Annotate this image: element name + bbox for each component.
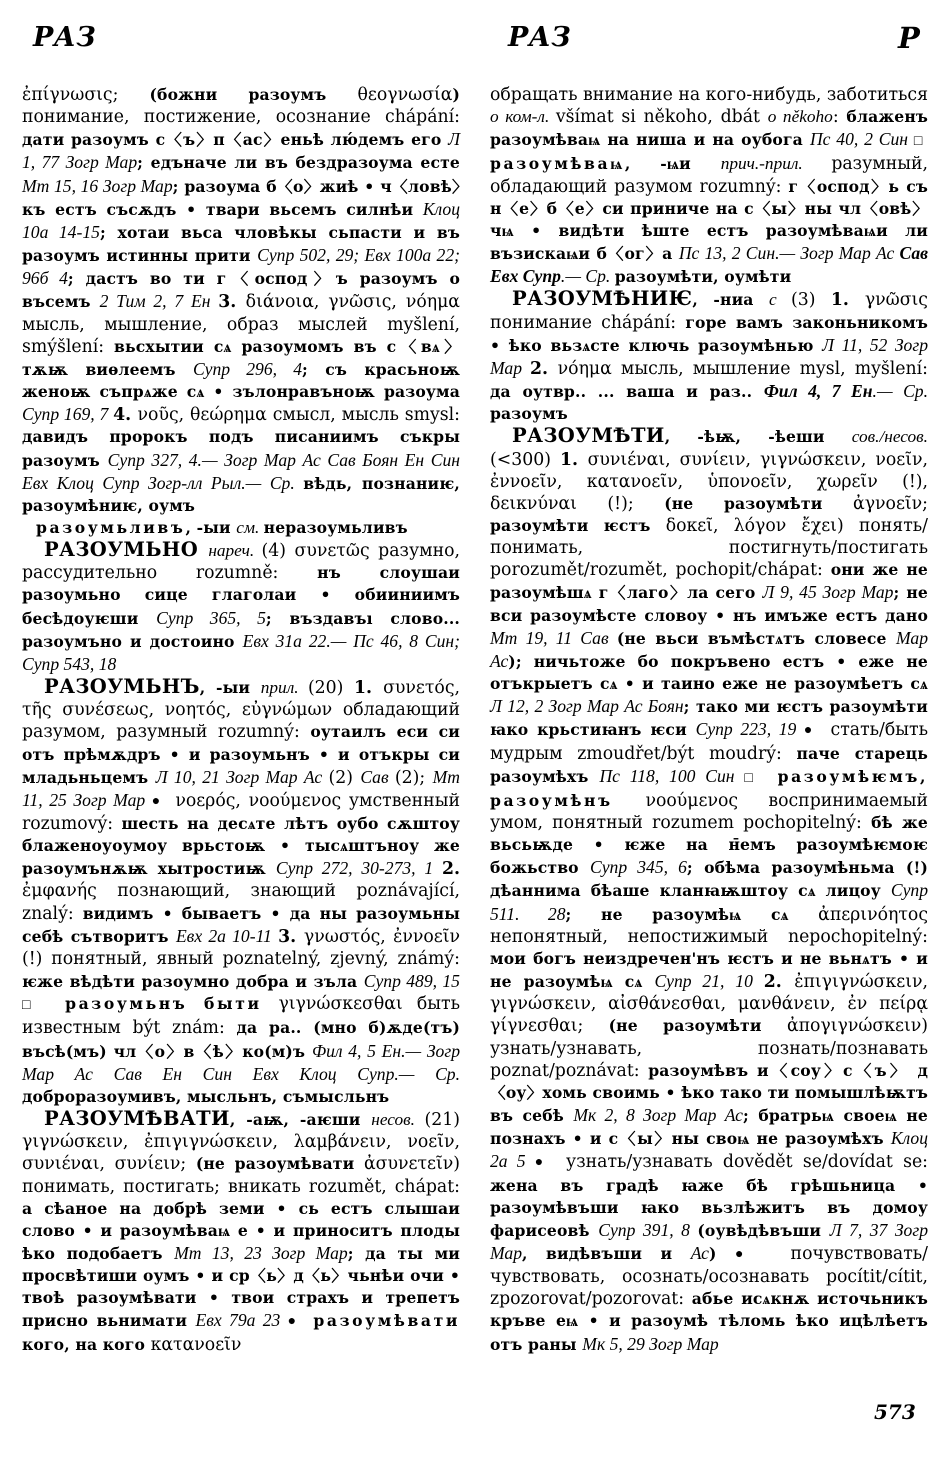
source-reference: Мт 15, 16 Зогр Мар	[22, 175, 173, 196]
source-reference: Супр 365, 5	[156, 607, 266, 628]
ocs-citation: ; обѣма разоумѣньма (!) дѣаннима бѣаше кланꙗѭштоу сѧ лицоу	[490, 858, 928, 901]
running-head-left: РАЗ	[33, 22, 97, 53]
greek-equivalent: συνετός, τῆς συνέσεως, νοητός, εὐγνώμων	[22, 678, 460, 721]
greek-equivalent: ἐπιγιγνώσκειν, γιγνώσκειν, αἰσθάνεσθαι, μανθάνειν, ἐν πείρᾳ γίγνεσθαι;	[490, 972, 928, 1037]
source-reference: Пс 13, 2 Син.— Зогр Мар Ас	[678, 243, 900, 264]
greek-equivalent: διάνοια, γνῶσις, νόημα	[245, 292, 460, 313]
ocs-citation: оутаилъ еси си отъ прѣмѫдръ • и разоумьнъ • и отъкры си младьньцемъ	[22, 722, 460, 787]
ocs-citation: , -аѭ, -аѥши	[229, 1110, 372, 1130]
source-reference: Клоц 2а 5	[490, 1128, 928, 1172]
source-reference: Фил 4, 5 Ен.— Зогр Мар Ас Сав Ен Син Евх Клоц Супр.— Ср.	[22, 1040, 461, 1084]
ocs-citation: , -ѣѭ, -ѣеши	[664, 427, 852, 447]
entry-text: (<300)	[490, 449, 560, 470]
greek-equivalent: νοερός, νοούμενος	[175, 790, 349, 811]
filled-circle-icon	[152, 791, 169, 810]
headword: РАЗОУМЬНО	[44, 538, 209, 562]
open-square-icon	[914, 130, 928, 149]
headword: РАЗОУМѢВАТИ	[44, 1107, 230, 1131]
ocs-citation: да ра.. (мно б)ѫде(тъ) въсѣ(мъ) чл〈о〉в〈ѣ〉ко(м)ъ	[22, 1018, 460, 1061]
filled-circle-icon	[735, 1244, 773, 1263]
headword: РАЗОУМЬНЪ	[44, 675, 200, 699]
greek-equivalent: νοῦς, θεώρημα	[137, 405, 273, 426]
ocs-citation: ; не разоумѣѩ сѧ	[565, 904, 819, 924]
ocs-citation: (не разоумѣвати	[195, 1154, 365, 1174]
grammar-abbr: см.	[236, 517, 264, 537]
greek-equivalent: νόημα	[557, 358, 621, 379]
ocs-citation: жена въ градѣ ꙗже бѣ грѣшьница • разоумѣвъши ꙗко вьзлѣжитъ въ домоу фарисеовѣ	[490, 1175, 928, 1240]
ocs-citation: ; въздавъı слово... разоумъно и достоино	[22, 608, 461, 651]
ocs-citation: (божни разоумъ	[149, 85, 358, 104]
source-reference: 2 Тим 2, 7 Ен	[99, 291, 219, 312]
ocs-citation: кого, на кого	[22, 1334, 151, 1354]
sub-headword: разоумьнъ быти	[65, 994, 279, 1014]
ocs-citation: а сѣаное на добрѣ земи • сь естъ слышаи слово • и разоумѣваѩ е • и приноситъ плоды ѣко подобаетъ	[22, 1198, 460, 1263]
open-square-icon	[22, 994, 52, 1013]
source-reference: Сав	[360, 766, 395, 787]
sense-number: 3.	[218, 292, 246, 313]
ocs-citation: видимъ • бываетъ • да ны разоумьны себѣ сътворитъ	[22, 903, 460, 946]
source-reference: Супр 272, 30-273, 1	[275, 858, 442, 879]
source-reference: Мт 11, 25 Зогр Мар	[22, 766, 460, 810]
entry-razoumevati-continued	[490, 84, 928, 288]
ocs-citation: блаженъ разоумѣваѩ на ниша и на оубога	[490, 107, 928, 150]
gloss-text: понимание, постижение, осознание chápání:	[22, 107, 460, 128]
ocs-citation: (не вьси въмѣстѧтъ словесе	[616, 628, 896, 648]
ocs-citation: (не разоумѣти	[608, 1016, 787, 1036]
greek-equivalent: γιγνώσκειν, ἐπιγιγνώσκειν, λαμβάνειν, νοεῖν, συνιέναι, συνίειν;	[22, 1132, 460, 1175]
grammar-abbr: прил.	[260, 678, 308, 698]
ocs-citation: дати разоумъ с〈ъ〉п〈ас〉еньѣ лю́демъ его	[22, 130, 449, 150]
gloss-text: смысл, мысль smysl:	[272, 405, 461, 426]
grammar-abbr: несов.	[371, 1110, 425, 1130]
ocs-citation: , -ыи	[199, 678, 261, 698]
gloss-text: воспринимаемый умом, понятный rozumem pochopitelný:	[490, 790, 928, 833]
source-reference: Супр 223, 19	[695, 719, 804, 740]
ocs-citation: ; да ты ми просвѣтиши оумъ • и ср〈ь〉д〈ь〉чьнѣи очи • твоѣ разоумѣвати • твои страхъ и трепетъ присно вьнимати	[22, 1243, 460, 1331]
ocs-citation: давидъ пророкъ подъ писаниимъ съкры разоумъ	[22, 427, 460, 470]
gloss-text: разумно, рассудительно rozumně:	[22, 541, 460, 584]
entry-razoumlliv	[22, 517, 460, 539]
headword: РАЗОУМѢТИ	[512, 424, 665, 448]
source-reference: Супр 345, 6	[590, 857, 687, 878]
source-reference: Мк 2, 8 Зогр Мар Ас	[573, 1105, 743, 1126]
greek-equivalent: ἀπογιγνώσκειν	[786, 1016, 922, 1037]
gloss-text: познающий, знающий poznávající, znalý:	[22, 881, 461, 924]
grammar-abbr: o někoho	[767, 107, 833, 127]
greek-equivalent: γνῶσις	[864, 290, 928, 311]
entry-text: (!),	[902, 471, 928, 492]
entry-razoum-continued	[22, 84, 460, 517]
source-reference: Л 12, 2 Зогр Мар Ас Боян	[490, 696, 684, 717]
sense-number: 2.	[763, 972, 795, 993]
entry-razoumevati	[22, 1108, 460, 1356]
ocs-citation: ; не вси разоумѣсте словоу • нъ имъже естъ дано	[490, 583, 928, 625]
sense-number: 4.	[113, 405, 138, 426]
sense-number: 1.	[353, 678, 384, 699]
grammar-abbr: сов./несов.	[851, 427, 928, 447]
filled-circle-icon	[804, 720, 823, 739]
gloss-text: быть известным být znám:	[22, 994, 460, 1039]
gloss-text: непонятный, непостижимый nepochopitelný:	[490, 926, 928, 947]
column-left	[22, 84, 460, 1356]
source-reference: Л 10, 21 Зогр Мар Ас	[155, 766, 329, 787]
source-reference: Супр 489, 15	[363, 971, 460, 992]
sense-number: 1.	[830, 290, 865, 311]
gloss-text: понимание chápání:	[490, 312, 686, 333]
ocs-citation: доброразоумивъ, мысльнъ, съмысльнъ	[22, 1086, 390, 1106]
source-reference: Мк 5, 29 Зогр Мар	[582, 1333, 719, 1354]
open-square-icon	[744, 767, 768, 786]
source-reference: Ас	[690, 1242, 709, 1263]
source-reference: Супр 296, 4	[192, 358, 303, 379]
ocs-citation: )	[452, 85, 460, 104]
ocs-citation: вьсхытии сѧ разоумомъ въ с〈вѧ〉тѫѭ виѳлеемъ	[22, 336, 460, 379]
source-reference: Супр 21, 10	[654, 971, 764, 992]
source-reference: Супр 502, 29; Евх 100а 22; 96б 4	[22, 245, 460, 289]
entry-text: (4)	[261, 541, 295, 562]
gloss-text: почувствовать/чувствовать, осознать/осознавать pocítit/cítit, zpozorovat/pozorovat:	[490, 1243, 928, 1310]
running-head-center: РАЗ	[508, 22, 572, 53]
source-reference: Мт 13, 23 Зогр Мар	[174, 1242, 348, 1263]
entry-razoumenije	[490, 288, 928, 425]
entry-razoumno	[22, 539, 460, 676]
ocs-citation: ; съ красьноѭ женоѭ съпрѧже сѧ • зълонравъноѭ разоума	[22, 359, 460, 402]
headword: РАЗОУМѢНИѤ	[512, 287, 693, 311]
grammar-abbr: нареч.	[208, 541, 262, 561]
filled-circle-icon	[288, 1311, 307, 1330]
gloss-text: všímat si někoho, dbát	[555, 107, 768, 128]
ocs-citation: ; дастъ во ти г〈оспод〉ъ разоумъ о въсемъ	[22, 269, 460, 312]
gloss-text: обращать внимание на кого-нибудь, заботиться	[490, 85, 928, 105]
running-head-letter: Р	[898, 21, 920, 55]
greek-equivalent: ἐμφανής	[22, 881, 118, 902]
ocs-citation: ѥже вѣдѣти разоумно добра и зъла	[22, 972, 364, 992]
source-reference: Пс 118, 100 Син	[599, 765, 745, 786]
ocs-citation: ; хотаи вьса чловѣкы сьпасти и въ разоумъ истинны прити	[22, 222, 460, 266]
sub-headword: разоумѣваѩ	[490, 154, 625, 174]
page-number: 573	[874, 1400, 916, 1424]
greek-equivalent: γιγνώσκεσθαι	[278, 994, 417, 1015]
grammar-abbr: с	[769, 290, 791, 310]
ocs-citation: г〈оспод〉ь съ н〈е〉б〈е〉си приниче на с〈ы〉ны чл〈овѣ〉чѩ • видѣти ѣште естъ разоумѣваѩи ли възискаѩи б〈ог〉а	[490, 176, 928, 264]
ocs-citation: да оутвр.. ... ваша и раз..	[490, 382, 764, 402]
ocs-citation: они же не разоумѣшѧ г〈лаго〉ла сего	[490, 560, 928, 603]
ocs-citation: ; братрьѩ своеѩ не познахъ • и с〈ы〉ны своѩ не разоумѣхъ	[490, 1106, 928, 1149]
entry-razoumeti	[490, 425, 928, 1355]
ocs-citation: бѣ же вьсьѭде • ѥже на н̄емъ разоумѣѥмоѥ божьство	[490, 813, 928, 878]
ocs-citation: )	[708, 1243, 735, 1263]
source-reference: Евх 31а 22.— Пс 46, 8 Син; Супр 543, 18	[22, 630, 460, 674]
running-head	[0, 22, 950, 66]
greek-equivalent: γνωστός, ἐννοεῖν	[303, 926, 460, 947]
greek-equivalent: συνετῶς	[294, 541, 379, 562]
ocs-citation: абье исѧкнѫ источьникъ кръве еѩ • и разоумѣ тѣломь ѣко ицѣлѣетъ отъ раны	[490, 1289, 928, 1354]
ocs-citation: ; тако ми ѥстъ разоумѣти ꙗко крьстиꙗнъ ѥси	[490, 697, 928, 740]
greek-equivalent: ἀπερινόητος	[818, 904, 928, 925]
ocs-citation: , -ыи	[185, 517, 237, 537]
ocs-citation: шесть на десѧте лѣтъ оубо сѫштоу блаженоуоумоу врьстоѭ • тысѧштъноу же разоумънѫѭ хытростиѭ	[22, 814, 460, 879]
greek-equivalent: δεικνύναι	[490, 493, 608, 514]
source-reference: Мар Ас	[490, 627, 929, 671]
gloss-text: стать/быть мудрым zmoudřet/být moudrý:	[490, 720, 928, 764]
gloss-text: ) узнать/узнавать, познать/познавать poznat/poznávat:	[490, 1016, 928, 1081]
gloss-text: узнать/узнавать dovědět se/dovídat se:	[566, 1152, 929, 1173]
ocs-citation: вѣдь, познаниѥ, разоумѣниѥ, оумъ	[22, 473, 460, 515]
source-reference: Супр 391, 8	[598, 1219, 698, 1240]
ocs-citation: (оувѣдѣвъши	[697, 1220, 830, 1240]
sense-number: 2.	[530, 358, 558, 379]
greek-equivalent: ἀγνοεῖν;	[853, 493, 928, 514]
grammar-abbr: прич.-прил.	[720, 154, 832, 174]
gloss-text: мысль, мышление, образ мыслей myšlení, smýšlení:	[22, 314, 460, 357]
sub-headword: разоумѣѥмъ, разоумѣнъ	[490, 766, 928, 810]
entry-text: (21)	[424, 1110, 460, 1131]
source-reference: Супр 327, 4.— Зогр Мар Ас Сав Боян Ен Син Евх Клоц Супр Зогр-лл Рыл.— Ср.	[22, 449, 461, 493]
ocs-citation: , видѣвъши и	[522, 1243, 691, 1263]
sense-number: 3.	[278, 926, 304, 947]
source-reference: Сав Евх Супр	[490, 243, 928, 287]
ocs-citation: ); ничьтоже бо покръвено естъ • еже не отъкрыетъ сѧ • и таино еже не разоумѣетъ сѧ	[490, 651, 928, 694]
entry-text: (2);	[394, 767, 433, 788]
page-columns	[0, 84, 950, 1384]
entry-text: (!)	[22, 948, 52, 969]
sub-headword: разоумѣвати	[313, 1311, 461, 1331]
entry-razoumlnu	[22, 676, 460, 1108]
greek-equivalent: κατανοεῖν	[150, 1334, 242, 1355]
greek-equivalent: συνιέναι, συνίειν, γιγνώσκειν, νοεῖν, ἐννοεῖν, κατανοεῖν, ὑπονοεῖν, χωρεῖν	[490, 449, 929, 492]
gloss-text: обладающий разумом, разумный rozumný:	[22, 700, 460, 743]
source-reference: .— Ср.	[560, 266, 615, 287]
greek-equivalent: θεογνωσία	[357, 85, 453, 105]
column-right	[490, 84, 928, 1356]
gloss-text: разумный, обладающий разумом rozumný:	[490, 154, 928, 197]
source-reference: Супр 169, 7	[22, 404, 114, 425]
source-reference: Клоц 10а 14-15	[22, 198, 460, 242]
source-reference: Евх 2а 10-11	[175, 925, 279, 946]
gloss-text: мысль, мышление mysl, myšlení:	[620, 358, 928, 379]
sense-number: 1.	[560, 449, 588, 470]
ocs-citation: разоумѣти, оумѣти	[614, 267, 792, 287]
source-reference: Фил 4, 7 Ен	[763, 381, 873, 402]
gloss-text: понятный, явный poznatelný, zjevný, známý:	[51, 948, 460, 969]
ocs-citation: , -ѩи	[624, 154, 721, 174]
gloss-text: :	[832, 107, 847, 128]
ocs-citation: паче старець разоумѣхъ	[490, 743, 928, 786]
source-reference: Л 1, 77 Зогр Мар	[22, 129, 460, 173]
ocs-citation: ; разоума б〈о〉жиѣ • ч〈ловѣ〉къ естъ съсѫдъ • твари вьсемъ силнѣи	[22, 176, 460, 219]
greek-equivalent: νοούμενος	[645, 790, 769, 811]
ocs-citation: разоумѣти ѥстъ	[490, 515, 666, 535]
source-reference: .— Ср.	[872, 381, 928, 402]
entry-text: (20)	[307, 678, 354, 699]
ocs-citation: (не разоумѣти	[664, 493, 854, 513]
filled-circle-icon	[535, 1152, 557, 1171]
grammar-abbr: о ком-л.	[490, 107, 556, 127]
source-reference: Л 7, 37 Зогр Мар	[490, 1219, 928, 1263]
source-reference: Мт 19, 11 Сав	[490, 627, 617, 648]
greek-equivalent: δοκεῖ, λόγον ἔχει	[665, 515, 837, 536]
entry-text: (3)	[790, 290, 831, 311]
source-reference: Евх 79а 23	[195, 1310, 288, 1331]
source-reference: Пс 40, 2 Син	[809, 129, 914, 150]
entry-text: (2)	[328, 767, 361, 788]
gloss-text: ) понять/понимать, постигнуть/постигать porozumět/rozumět, pochopit/chápat:	[490, 515, 928, 581]
greek-equivalent: ἀσυνετεῖν	[364, 1154, 454, 1175]
ocs-citation: мои богъ неиздречен'нъ ѥстъ и не вьнѧтъ • и не разоумѣѩ сѧ	[490, 948, 928, 992]
ocs-citation: разоумѣвъ и〈соу〉с〈ъ〉 д〈оу〉хомь своимь • ѣко тако ти помышлѣѭтъ въ себѣ	[490, 1060, 928, 1126]
ocs-citation: разоумъ	[490, 404, 568, 424]
ocs-citation: ; едъначе ли въ бездразоума есте	[137, 153, 460, 173]
ocs-citation: горе вамъ законьникомъ • ѣко вьзѧсте ключь разоумѣнью	[490, 312, 928, 355]
entry-text: (!);	[607, 493, 665, 514]
ocs-citation: неразоумьливъ	[263, 517, 408, 537]
ocs-citation: нъ слоушаи разоумьно сице глаголаи • обииниимъ бесѣдоуѥши	[22, 563, 460, 628]
sub-headword: разоумьливъ	[36, 517, 186, 537]
gloss-text: ) понимать, постигать; вникать rozumět, chápat:	[22, 1154, 460, 1197]
gloss-text: умственный rozumový:	[22, 790, 460, 834]
source-reference: Л 11, 52 Зогр Мар	[490, 334, 929, 378]
sense-number: 2.	[441, 859, 460, 880]
ocs-citation: , -ниа	[692, 290, 770, 310]
source-reference: Л 9, 45 Зогр Мар	[762, 582, 894, 603]
source-reference: Супр 511. 28	[490, 880, 928, 924]
greek-equivalent: ἐπίγνωσις;	[22, 85, 150, 105]
